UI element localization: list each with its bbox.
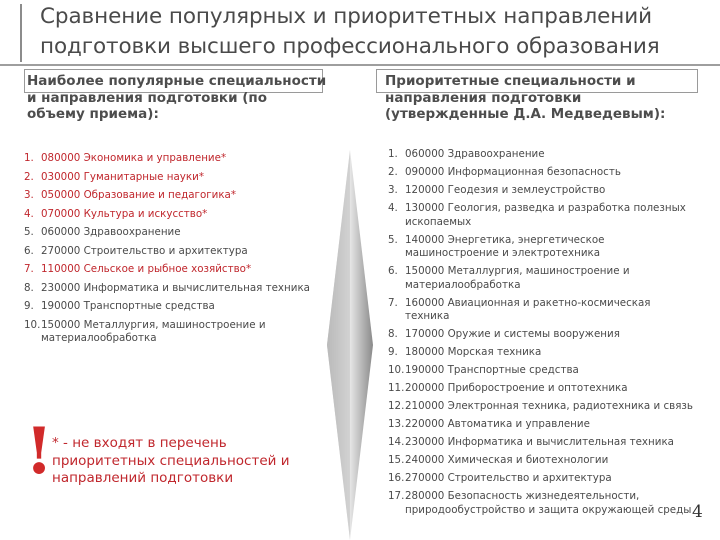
item-text: 230000 Информатика и вычислительная техника — [41, 281, 310, 294]
popular-list — [24, 152, 319, 351]
item-text: 050000 Образование и педагогика* — [41, 189, 237, 201]
list-item — [24, 263, 319, 277]
item-number: 8. — [388, 328, 398, 340]
list-item — [388, 472, 698, 486]
item-text: 210000 Электронная техника, радиотехника и связь — [405, 400, 693, 412]
page-number: 4 — [692, 502, 703, 522]
footnote: * - не входят в перечень приоритетных специальностей и направлений подготовки — [52, 435, 290, 486]
item-number: 14. — [388, 436, 405, 448]
priority-list — [388, 148, 698, 522]
list-item — [388, 364, 698, 378]
item-number: 9. — [388, 346, 398, 358]
item-text: 030000 Гуманитарные науки* — [41, 170, 204, 183]
left-column-heading — [27, 73, 327, 123]
item-text: 200000 Приборостроение и оптотехника — [405, 382, 628, 394]
list-item — [388, 328, 698, 342]
right-column-heading — [385, 73, 705, 123]
item-number: 10. — [24, 318, 41, 331]
item-text: 190000 Транспортные средства — [405, 364, 579, 376]
list-item — [388, 234, 698, 261]
item-number: 2. — [24, 170, 34, 183]
item-number: 3. — [388, 184, 398, 196]
item-number: 10. — [388, 364, 405, 376]
slide-title: Сравнение популярных и приоритетных направлений подготовки высшего профессионального образования — [40, 4, 660, 59]
item-number: 5. — [388, 233, 398, 246]
list-item — [388, 436, 698, 450]
item-text: 170000 Оружие и системы вооружения — [405, 328, 620, 340]
title-divider — [0, 64, 720, 66]
list-item — [24, 208, 319, 222]
list-item — [24, 152, 319, 166]
list-item — [388, 454, 698, 468]
item-number: 15. — [388, 454, 405, 466]
item-text: 160000 Авиационная и ракетно-космическая техника — [405, 296, 651, 322]
item-text: 070000 Культура и искусство* — [41, 207, 208, 220]
item-number: 5. — [24, 226, 34, 238]
item-text: 240000 Химическая и биотехнологии — [405, 454, 609, 466]
item-number: 6. — [24, 244, 34, 257]
list-item — [24, 171, 319, 185]
title-accent-bar — [20, 4, 22, 62]
right-heading-text: Приоритетные специальности и направления подготовки (утвержденные Д.А. Медведевым): — [385, 73, 666, 122]
item-text: 080000 Экономика и управление* — [41, 152, 227, 164]
list-item — [388, 400, 698, 414]
item-text: 220000 Автоматика и управление — [405, 418, 590, 430]
list-item — [24, 245, 319, 259]
item-number: 1. — [24, 152, 34, 164]
item-number: 8. — [24, 281, 34, 294]
list-item — [388, 202, 698, 229]
left-heading-text: Наиболее популярные специальности и направления подготовки (по объему приема): — [27, 73, 327, 122]
item-number: 13. — [388, 418, 405, 430]
item-number: 12. — [388, 400, 405, 412]
item-number: 16. — [388, 472, 405, 484]
item-text: 060000 Здравоохранение — [41, 226, 181, 238]
item-number: 11. — [388, 382, 405, 394]
item-text: 060000 Здравоохранение — [405, 148, 545, 160]
item-text: 090000 Информационная безопасность — [405, 166, 621, 178]
item-text: 150000 Металлургия, машиностроение и материалообработка — [405, 265, 630, 291]
list-item — [24, 319, 319, 346]
list-item — [388, 148, 698, 162]
item-text: 110000 Сельское и рыбное хозяйство* — [41, 263, 252, 275]
list-item — [388, 418, 698, 432]
item-text: 140000 Энергетика, энергетическое машиностроение и электротехника — [405, 233, 605, 259]
list-item — [388, 297, 698, 324]
list-item — [24, 189, 319, 203]
item-number: 2. — [388, 166, 398, 178]
item-number: 6. — [388, 265, 398, 277]
list-item — [388, 184, 698, 198]
item-text: 150000 Металлургия, машиностроение и материалообработка — [41, 318, 266, 344]
list-item — [388, 166, 698, 180]
list-item — [388, 382, 698, 396]
item-text: 230000 Информатика и вычислительная техника — [405, 436, 674, 448]
list-item — [388, 265, 698, 292]
item-number: 7. — [24, 263, 34, 275]
list-item — [24, 282, 319, 296]
item-number: 4. — [24, 207, 34, 220]
item-text: 120000 Геодезия и землеустройство — [405, 184, 606, 196]
item-number: 7. — [388, 296, 398, 309]
item-text: 180000 Морская техника — [405, 346, 542, 358]
item-text: 270000 Строительство и архитектура — [41, 244, 248, 257]
item-text: 190000 Транспортные средства — [41, 300, 215, 312]
item-number: 3. — [24, 189, 34, 201]
item-text: 280000 Безопасность жизнедеятельности, природообустройство и защита окружающей среды — [405, 490, 692, 516]
list-item — [24, 300, 319, 314]
item-number: 17. — [388, 490, 405, 502]
list-item — [388, 346, 698, 360]
item-text: 270000 Строительство и архитектура — [405, 472, 612, 484]
title-bar — [0, 0, 720, 66]
item-number: 9. — [24, 300, 34, 312]
list-item — [388, 490, 698, 517]
list-item — [24, 226, 319, 240]
divider-arrow-icon — [325, 150, 375, 540]
exclamation-icon: ! — [25, 414, 54, 489]
item-number: 1. — [388, 148, 398, 160]
item-number: 4. — [388, 202, 398, 214]
item-text: 130000 Геология, разведка и разработка полезных ископаемых — [405, 202, 686, 228]
